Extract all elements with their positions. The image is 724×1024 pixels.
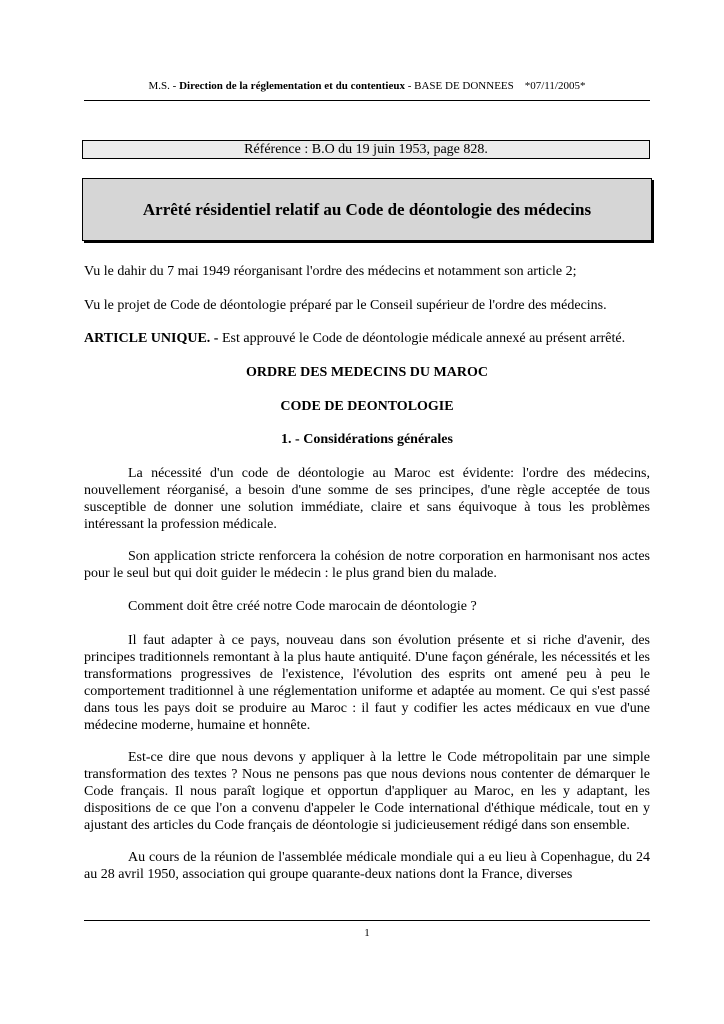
body-paragraph-5: Est-ce dire que nous devons y appliquer à la lettre le Code métropolitain par une simple transformation des textes ? Nous ne pensons pas que nous devions nous contenter de démarquer le Code français. Il nous paraît logique et opportun d'appliquer au Maroc, en les y adaptant, les dispositions de ce que l'on a convenu d'appeler le Code international d'éthique médicale, tout en y ajustant des articles du Code français de déontologie si judicieusement rédigé dans son ensemble. <box>84 750 650 833</box>
article-text: Est approuvé le Code de déontologie médicale annexé au présent arrêté. <box>218 331 626 346</box>
footer-rule <box>84 920 650 921</box>
vu-paragraph-2: Vu le projet de Code de déontologie préparé par le Conseil supérieur de l'ordre des médecins. <box>84 298 607 313</box>
body-paragraph-2: Son application stricte renforcera la cohésion de notre corporation en harmonisant nos actes pour le seul but qui doit guider le médecin : le plus grand bien du malade. <box>84 549 650 581</box>
body-paragraph-4: Il faut adapter à ce pays, nouveau dans son évolution présente et si riche d'avenir, des principes traditionnels remontant à la plus haute antiquité. D'une façon générale, les nécessités et les transformations progressives de l'existence, l'évolution des esprits ont amené peu à peu le comportement traditionnel à une réglementation uniforme et adaptée au moment. Ce qui s'est passé dans tous les pays doit se produire au Maroc : il faut y codifier les actes médicaux en vue d'une médecine moderne, humaine et honnête. <box>84 633 650 733</box>
body-paragraph-3: Comment doit être créé notre Code marocain de déontologie ? <box>128 599 477 614</box>
page-number: 1 <box>364 927 370 939</box>
document-title-text: Arrêté résidentiel relatif au Code de déontologie des médecins <box>142 199 592 219</box>
header-prefix: M.S. - <box>148 80 177 92</box>
vu-paragraph-1: Vu le dahir du 7 mai 1949 réorganisant l'ordre des médecins et notamment son article 2; <box>84 264 577 279</box>
header-rule <box>84 100 650 101</box>
page-header <box>84 80 650 92</box>
header-suffix: - BASE DE DONNEES <box>407 80 514 92</box>
heading-ordre: ORDRE DES MEDECINS DU MAROC <box>246 365 488 380</box>
heading-section-1: 1. - Considérations générales <box>281 432 453 447</box>
body-paragraph-6: Au cours de la réunion de l'assemblée médicale mondiale qui a eu lieu à Copenhague, du 24 au 28 avril 1950, association qui groupe quarante-deux nations dont la France, diverses <box>84 850 650 882</box>
heading-code: CODE DE DEONTOLOGIE <box>280 399 454 414</box>
document-title <box>82 178 652 241</box>
header-date: *07/11/2005* <box>524 80 586 92</box>
article-unique <box>84 330 650 347</box>
reference-box: Référence : B.O du 19 juin 1953, page 828. <box>82 140 650 159</box>
header-direction: Direction de la réglementation et du contentieux <box>179 80 405 92</box>
article-label: ARTICLE UNIQUE. - <box>84 331 219 346</box>
body-paragraph-1: La nécessité d'un code de déontologie au Maroc est évidente: l'ordre des médecins, nouvellement réorganisé, a besoin d'une somme de ses principes, d'une règle acceptée de tous susceptible de donner une solution immédiate, claire et sans équivoque à tous les problèmes intéressant la profession médicale. <box>84 466 650 532</box>
